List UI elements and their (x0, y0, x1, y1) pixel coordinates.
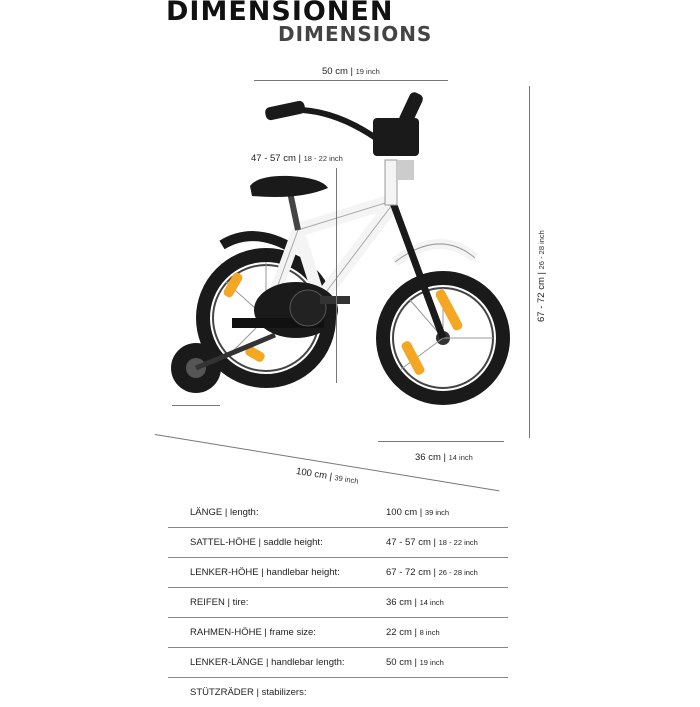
width-dimension-label: 50 cm | 19 inch (322, 66, 380, 77)
spec-value (386, 588, 508, 618)
spec-value (386, 498, 508, 528)
spec-value-metric: 47 - 57 cm | (386, 537, 439, 548)
spec-value (386, 528, 508, 558)
spec-value (386, 558, 508, 588)
seat-post (290, 192, 298, 230)
width-dimension-line (254, 80, 448, 81)
saddle-dimension-label: 47 - 57 cm | 18 - 22 inch (251, 153, 343, 164)
spec-row (168, 498, 508, 528)
spec-value-imperial: 26 - 28 inch (439, 568, 478, 577)
saddle (250, 176, 328, 197)
rear-fender (222, 236, 295, 250)
spec-value-imperial: 39 inch (425, 508, 449, 517)
page-subtitle: DIMENSIONS (278, 22, 432, 46)
spec-value (386, 618, 508, 648)
wheel-dimension-label: 36 cm | 14 inch (415, 452, 473, 463)
spec-value-imperial: 14 inch (420, 598, 444, 607)
spec-value (386, 648, 508, 678)
spec-row (168, 558, 508, 588)
spec-value-metric: 67 - 72 cm | (386, 567, 439, 578)
spec-row (168, 648, 508, 678)
spec-row (168, 618, 508, 648)
spec-value-imperial: 8 inch (420, 628, 440, 637)
spec-value-metric: 50 cm | (386, 657, 420, 668)
stabilizer-dimension-line (172, 405, 220, 406)
spec-label: REIFEN | tire: (168, 588, 386, 618)
spec-row (168, 678, 508, 707)
height-dimension-label: 67 - 72 cm | 26 - 28 inch (536, 230, 547, 322)
spec-label: SATTEL-HÖHE | saddle height: (168, 528, 386, 558)
length-dimension-label: 100 cm | 39 inch (295, 466, 359, 487)
spec-label: LÄNGE | length: (168, 498, 386, 528)
page-title: DIMENSIONEN (166, 0, 393, 27)
handlebar-bag (373, 118, 419, 156)
spec-label: LENKER-LÄNGE | handlebar length: (168, 648, 386, 678)
spec-value-metric: 36 cm | (386, 597, 420, 608)
handlebar (264, 91, 424, 180)
spec-row (168, 588, 508, 618)
spec-label: LENKER-HÖHE | handlebar height: (168, 558, 386, 588)
saddle-dimension-line (336, 168, 337, 383)
spec-row (168, 528, 508, 558)
spec-label: STÜTZRÄDER | stabilizers: (168, 678, 386, 707)
wheel-dimension-line (378, 441, 504, 442)
spec-value (386, 678, 508, 707)
spec-value-imperial: 18 - 22 inch (439, 538, 478, 547)
spec-value-metric: 100 cm | (386, 507, 425, 518)
spec-value-imperial: 19 inch (420, 658, 444, 667)
spec-label: RAHMEN-HÖHE | frame size: (168, 618, 386, 648)
height-dimension-line (529, 86, 530, 438)
spec-table (168, 498, 508, 707)
spec-value-metric: 22 cm | (386, 627, 420, 638)
